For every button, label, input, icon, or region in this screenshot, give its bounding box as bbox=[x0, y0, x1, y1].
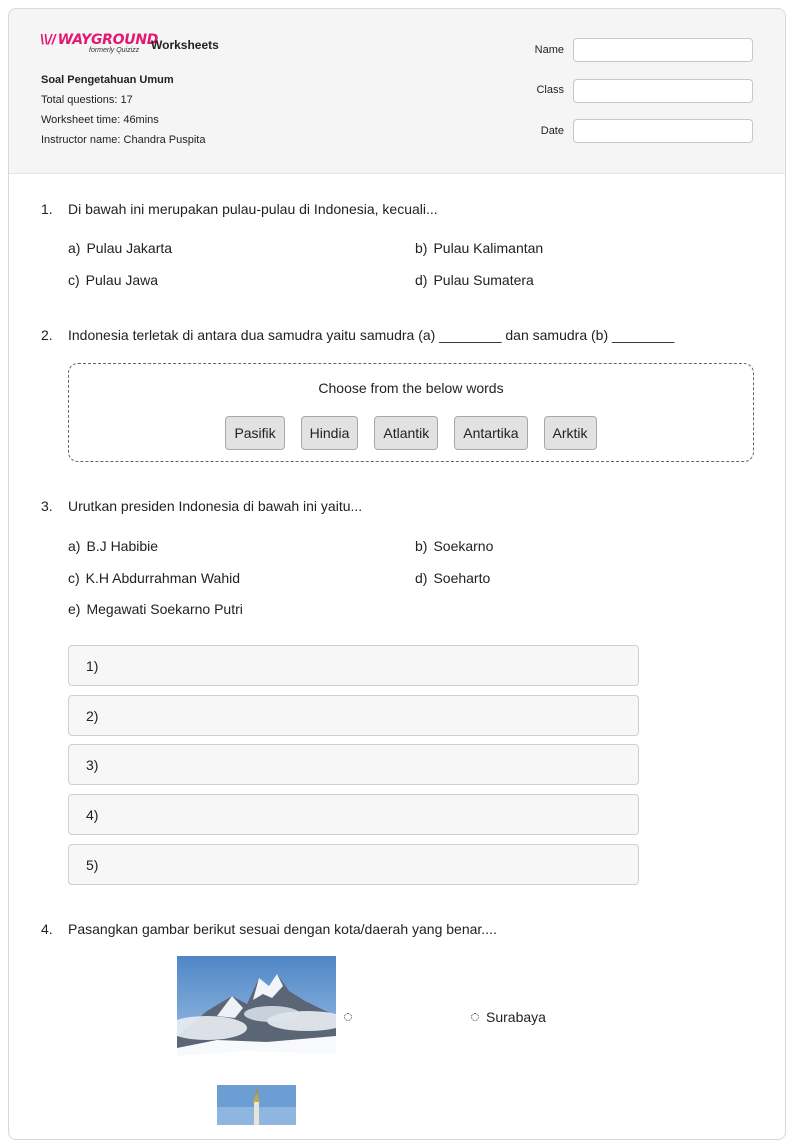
q1-option-d[interactable]: d) Pulau Sumatera bbox=[415, 272, 534, 288]
q1-option-a[interactable]: a) Pulau Jakarta bbox=[68, 240, 173, 256]
worksheet-title: Soal Pengetahuan Umum bbox=[41, 74, 174, 86]
worksheet-page bbox=[8, 8, 786, 1140]
question-1-text: Di bawah ini merupakan pulau-pulau di Indonesia, kecuali... bbox=[68, 201, 438, 217]
class-field[interactable] bbox=[573, 79, 753, 103]
order-slot-5[interactable]: 5) bbox=[68, 844, 639, 885]
date-label: Date bbox=[540, 125, 564, 137]
word-chip[interactable]: Hindia bbox=[301, 416, 359, 450]
worksheet-header bbox=[9, 9, 785, 174]
q3-option-b: b) Soekarno bbox=[415, 538, 494, 554]
order-slot-1[interactable]: 1) bbox=[68, 645, 639, 686]
order-slot-3[interactable]: 3) bbox=[68, 744, 639, 785]
q1-option-c[interactable]: c) Pulau Jawa bbox=[68, 272, 159, 288]
question-3-text: Urutkan presiden Indonesia di bawah ini yaitu... bbox=[68, 498, 363, 514]
word-chip[interactable]: Antartika bbox=[454, 416, 527, 450]
match-left-connector[interactable] bbox=[344, 1013, 352, 1021]
question-4-number: 4. bbox=[41, 921, 53, 937]
logo-mark-icon: \\// bbox=[40, 31, 56, 47]
q1-option-b[interactable]: b) Pulau Kalimantan bbox=[415, 240, 544, 256]
word-chip[interactable]: Arktik bbox=[544, 416, 597, 450]
question-2-text: Indonesia terletak di antara dua samudra yaitu samudra (a) ________ dan samudra (b) ________ bbox=[68, 327, 675, 343]
q3-option-a: a) B.J Habibie bbox=[68, 538, 159, 554]
q3-option-d: d) Soeharto bbox=[415, 570, 491, 586]
word-chip[interactable]: Atlantik bbox=[374, 416, 438, 450]
word-chip[interactable]: Pasifik bbox=[225, 416, 284, 450]
question-2-number: 2. bbox=[41, 327, 53, 343]
word-bank-title: Choose from the below words bbox=[318, 380, 504, 396]
class-label: Class bbox=[536, 84, 564, 96]
question-1-number: 1. bbox=[41, 201, 53, 217]
instructor-name: Instructor name: Chandra Puspita bbox=[41, 134, 206, 146]
name-field[interactable] bbox=[573, 38, 753, 62]
monument-image bbox=[217, 1085, 296, 1125]
date-field[interactable] bbox=[573, 119, 753, 143]
order-slot-2[interactable]: 2) bbox=[68, 695, 639, 736]
worksheet-time: Worksheet time: 46mins bbox=[41, 114, 159, 126]
name-label: Name bbox=[534, 44, 564, 56]
question-4-text: Pasangkan gambar berikut sesuai dengan kota/daerah yang benar.... bbox=[68, 921, 497, 937]
wayground-logo: \\// WAYGROUND formerly Quizizz bbox=[40, 31, 159, 54]
logo-subtitle: formerly Quizizz bbox=[89, 47, 140, 54]
order-slot-4[interactable]: 4) bbox=[68, 794, 639, 835]
word-chip-list bbox=[69, 416, 753, 450]
snowy-mountain-image bbox=[177, 956, 336, 1069]
match-option-surabaya: Surabaya bbox=[486, 1009, 546, 1025]
match-right-connector[interactable] bbox=[471, 1013, 479, 1021]
q3-option-e: e) Megawati Soekarno Putri bbox=[68, 601, 243, 617]
word-bank bbox=[68, 363, 754, 462]
q3-option-c: c) K.H Abdurrahman Wahid bbox=[68, 570, 241, 586]
question-3-number: 3. bbox=[41, 498, 53, 514]
brand-label: Worksheets bbox=[151, 38, 219, 52]
total-questions: Total questions: 17 bbox=[41, 94, 133, 106]
